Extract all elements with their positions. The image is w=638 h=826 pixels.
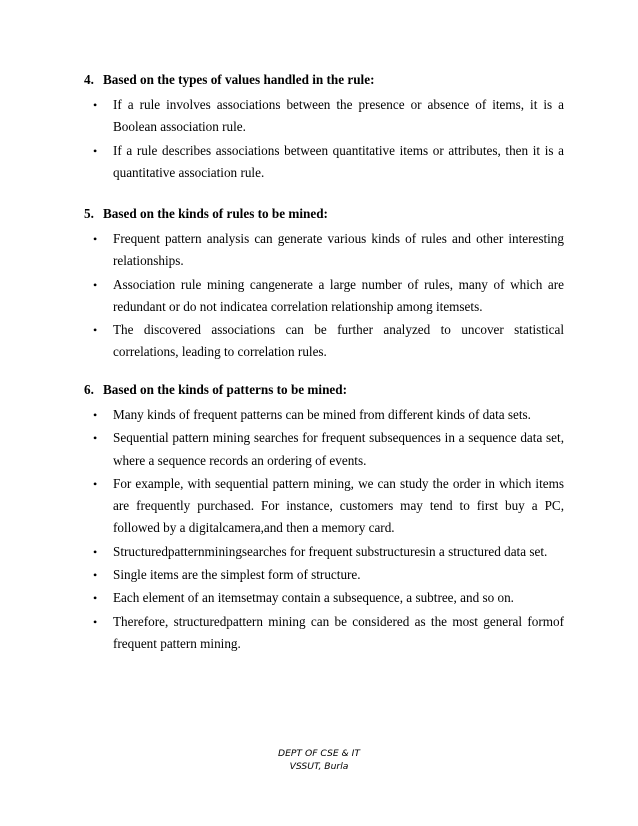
list-item [84, 228, 564, 273]
section-heading [84, 382, 564, 398]
list-item [84, 473, 564, 540]
section-number: 6. [84, 382, 94, 397]
list-item-text: Each element of an itemsetmay contain a subsequence, a subtree, and so on. [113, 590, 514, 606]
bullet-list [84, 94, 564, 184]
bullet-icon: • [93, 232, 98, 246]
list-item [84, 564, 564, 586]
bullet-icon: • [93, 476, 98, 491]
list-item [84, 541, 564, 563]
section-title: Based on the kinds of rules to be mined: [103, 206, 328, 221]
list-item-text: Therefore, structuredpattern mining can be considered as the most general formof frequent pattern mining. [113, 613, 564, 651]
list-item-text: For example, with sequential pattern mining, we can study the order in which items are frequently purchased. For instance, customers may tend to first buy a PC, followed by a digitalcamera,and then a memory card. [113, 475, 564, 536]
bullet-list [84, 228, 564, 364]
bullet-icon: • [93, 143, 98, 158]
list-item [84, 94, 564, 139]
list-item-text: Structuredpatternminingsearches for frequent substructuresin a structured data set. [113, 543, 548, 559]
bullet-icon: • [93, 614, 98, 629]
section-5 [84, 206, 564, 364]
list-item-text: The discovered associations can be further analyzed to uncover statistical correlations, leading to correlation rules. [113, 322, 564, 360]
section-6 [84, 382, 564, 655]
bullet-icon: • [93, 277, 98, 292]
section-heading [84, 206, 564, 222]
list-item [84, 427, 564, 472]
list-item-text: Sequential pattern mining searches for frequent subsequences in a sequence data set, where a sequence records an ordering of events. [113, 430, 564, 468]
bullet-icon: • [93, 591, 98, 606]
list-item-text: If a rule involves associations between the presence or absence of items, it is a Boolean association rule. [113, 97, 564, 135]
list-item-text: Single items are the simplest form of structure. [113, 567, 361, 583]
list-item-text: If a rule describes associations between quantitative items or attributes, then it is a quantitative association rule. [113, 142, 564, 180]
section-4 [84, 72, 564, 184]
bullet-icon: • [93, 544, 98, 559]
list-item [84, 611, 564, 656]
list-item [84, 587, 564, 609]
page-footer [0, 747, 638, 773]
list-item-text: Many kinds of frequent patterns can be mined from different kinds of data sets. [113, 407, 531, 422]
bullet-icon: • [93, 568, 98, 583]
section-number: 4. [84, 72, 94, 87]
section-title: Based on the kinds of patterns to be mined: [103, 382, 347, 397]
list-item-text: Association rule mining cangenerate a large number of rules, many of which are redundant or do not indicatea correlation relationship among itemsets. [113, 276, 564, 314]
bullet-icon: • [93, 98, 98, 112]
bullet-list [84, 404, 564, 655]
list-item [84, 274, 564, 319]
list-item [84, 319, 564, 364]
section-number: 5. [84, 206, 94, 221]
list-item-text: Frequent pattern analysis can generate various kinds of rules and other interesting relationships. [113, 231, 564, 269]
bullet-icon: • [93, 408, 98, 422]
bullet-icon: • [93, 431, 98, 446]
list-item [84, 404, 564, 426]
section-heading [84, 72, 564, 88]
section-title: Based on the types of values handled in the rule: [103, 72, 375, 87]
footer-institution: VSSUT, Burla [289, 761, 349, 772]
bullet-icon: • [93, 323, 98, 338]
list-item [84, 140, 564, 185]
footer-department: DEPT OF CSE & IT [278, 748, 360, 759]
